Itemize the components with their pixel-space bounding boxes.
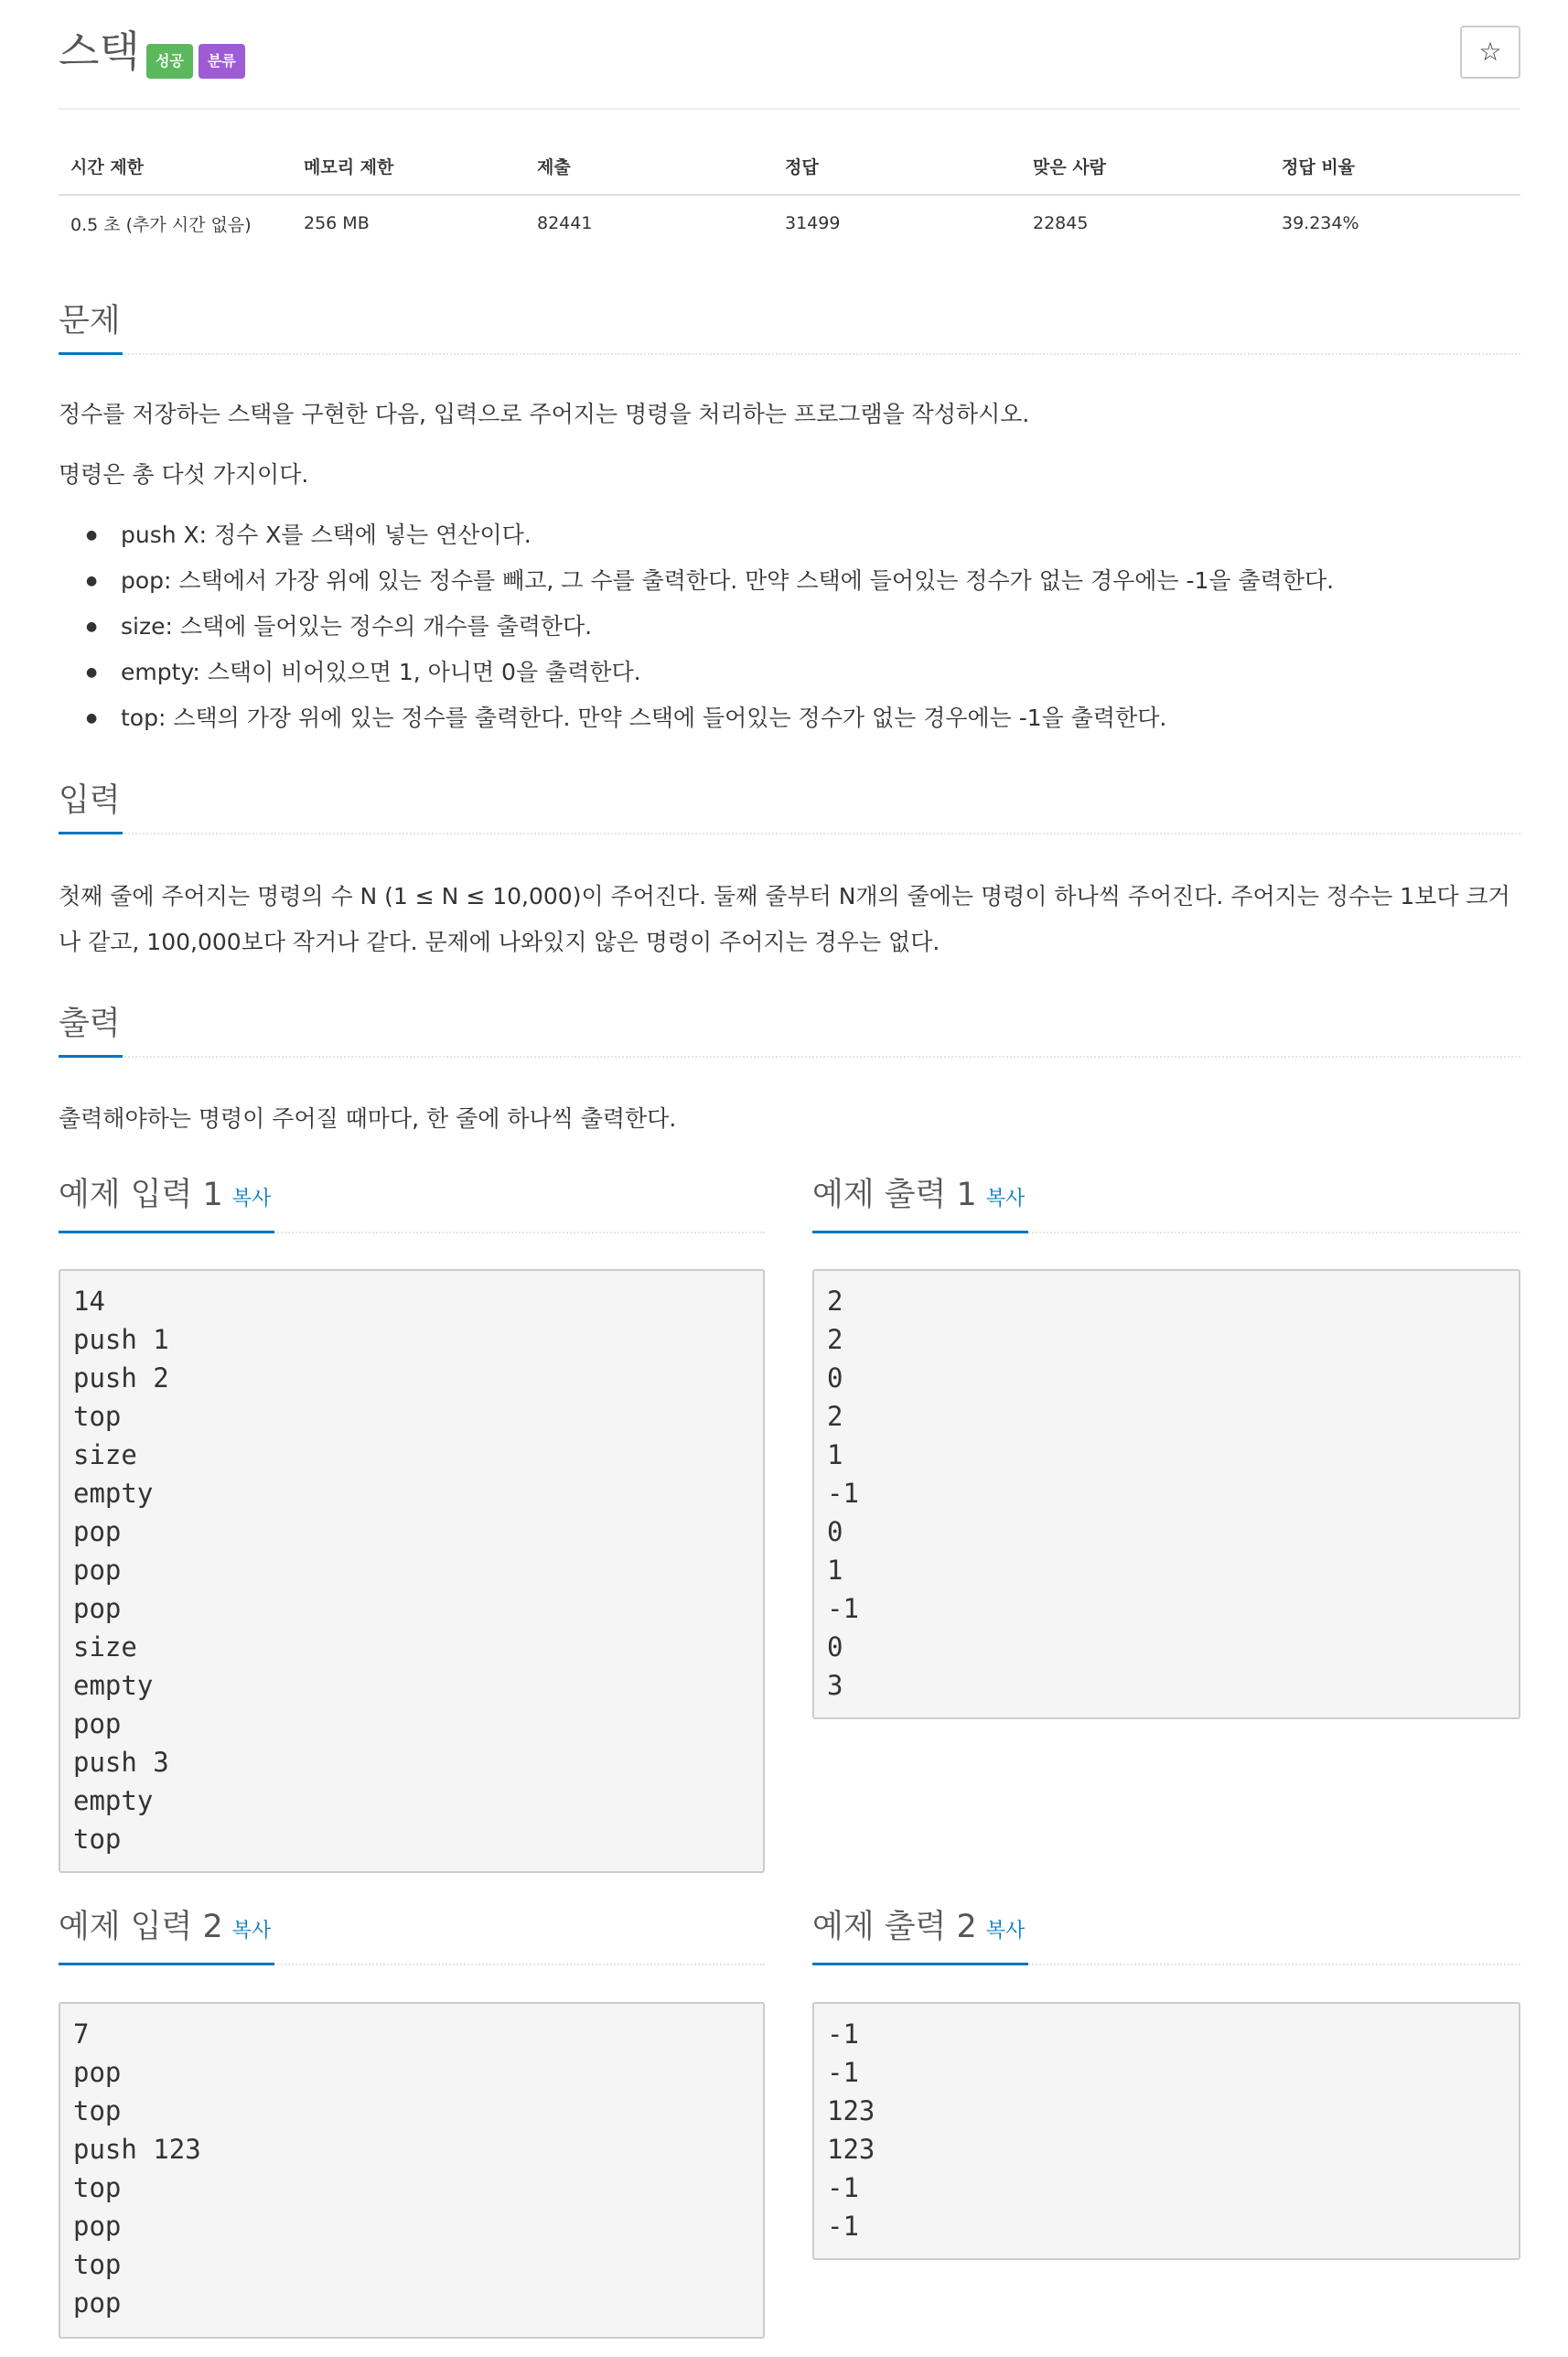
sample-output-2-header [812,1903,1520,1965]
command-item-top: ● top: 스택의 가장 위에 있는 정수를 출력한다. 만약 스택에 들어있는 정수가 없는 경우에는 -1을 출력한다. [59,695,1520,741]
copy-sample-output-1-link[interactable]: 복사 [985,1188,1026,1211]
sample-input-2-box[interactable]: 7 pop top push 123 top pop top pop [59,2002,765,2339]
problem-header [59,20,1520,110]
command-intro: 명령은 총 다섯 가지이다. [59,461,309,488]
output-section-header [59,997,1520,1058]
sample-output-2-title: 예제 출력 2 [812,1909,977,1945]
copy-sample-output-2-link[interactable]: 복사 [985,1920,1026,1943]
info-table-row [59,195,1520,251]
sample-output-1-title: 예제 출력 1 [812,1177,977,1213]
input-description: 첫째 줄에 주어지는 명령의 수 N (1 ≤ N ≤ 10,000)이 주어진다. 둘째 줄부터 N개의 줄에는 명령이 하나씩 주어진다. 주어지는 정수는 1보다 크거나 같고, 100,000보다 작거나 같다. 문제에 나와있지 않은 명령이 주어지는 경우는 없다. [59,883,1510,955]
sample-output-1-header [812,1171,1520,1233]
command-item-size: ● size: 스택에 들어있는 정수의 개수를 출력한다. [59,604,1520,650]
output-heading: 출력 [59,1002,123,1058]
command-list [59,512,1520,741]
sample-input-1-title: 예제 입력 1 [59,1177,223,1213]
sample-input-2-header [59,1903,765,1965]
sample-input-1-box[interactable]: 14 push 1 push 2 top size empty pop pop pop size empty pop push 3 empty top [59,1269,765,1873]
problem-info-table [59,137,1520,251]
memory-limit-value: 256 MB [304,213,370,233]
star-icon: ☆ [1478,37,1502,67]
category-badge[interactable]: 분류 [199,44,245,79]
copy-sample-input-1-link[interactable]: 복사 [231,1188,272,1211]
command-item-push: ● push X: 정수 X를 스택에 넣는 연산이다. [59,512,1520,558]
ratio-header: 정답 비율 [1270,137,1520,195]
time-limit-value: 0.5 초 (추가 시간 없음) [70,214,252,235]
solvers-header: 맞은 사람 [1021,137,1270,195]
submissions-value: 82441 [537,213,593,233]
output-description: 출력해야하는 명령이 주어질 때마다, 한 줄에 하나씩 출력한다. [59,1105,677,1132]
input-section-header [59,774,1520,834]
sample-input-2-title: 예제 입력 2 [59,1909,223,1945]
submissions-header: 제출 [525,137,773,195]
ratio-value: 39.234% [1282,213,1359,233]
badge-group [146,44,245,79]
accepted-header: 정답 [773,137,1021,195]
time-limit-header: 시간 제한 [59,137,292,195]
input-heading: 입력 [59,779,123,834]
solvers-value: 22845 [1033,213,1089,233]
description-heading: 문제 [59,299,123,355]
sample-output-2-box[interactable]: -1 -1 123 123 -1 -1 [812,2002,1520,2260]
copy-sample-input-2-link[interactable]: 복사 [231,1920,272,1943]
description-intro: 정수를 저장하는 스택을 구현한 다음, 입력으로 주어지는 명령을 처리하는 프로그램을 작성하시오. [59,401,1030,427]
problem-title: 스택 [59,27,140,76]
description-section-header [59,295,1520,355]
sample-output-1-box[interactable]: 2 2 0 2 1 -1 0 1 -1 0 3 [812,1269,1520,1719]
memory-limit-header: 메모리 제한 [292,137,525,195]
status-badge-success[interactable]: 성공 [146,44,193,79]
sample-input-1-header [59,1171,765,1233]
command-item-empty: ● empty: 스택이 비어있으면 1, 아니면 0을 출력한다. [59,650,1520,695]
info-table-header-row [59,137,1520,195]
accepted-value: 31499 [785,213,841,233]
favorite-star-button[interactable] [1460,26,1520,79]
command-item-pop: ● pop: 스택에서 가장 위에 있는 정수를 빼고, 그 수를 출력한다. 만약 스택에 들어있는 정수가 없는 경우에는 -1을 출력한다. [59,558,1520,604]
